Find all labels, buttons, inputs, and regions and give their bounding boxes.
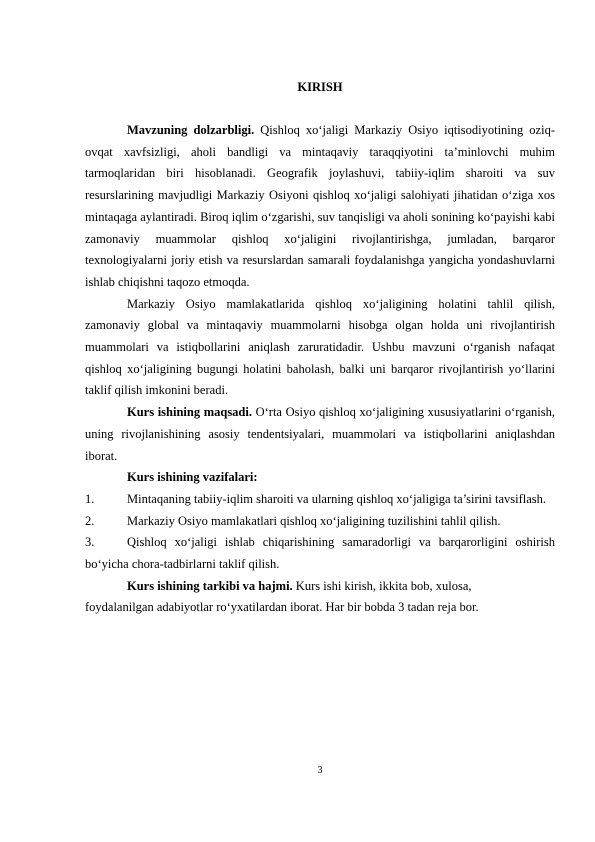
paragraph-structure-continued: [85, 597, 555, 619]
paragraph-goal-lead: Kurs ishining maqsadi.: [127, 405, 252, 420]
paragraph-structure-lead: Kurs ishining tarkibi va hajmi.: [127, 578, 293, 593]
section-title-text: KIRISH: [297, 80, 343, 94]
paragraph-structure-text-2: foydalanilgan adabiyotlar ro‘yxatilardan iborat. Har bir bobda 3 tadan reja bor.: [85, 600, 479, 615]
task-text-content: Mintaqaning tabiiy-iqlim sharoiti va ularning qishloq xo‘jaligiga ta’sirini tavsiflash.: [127, 491, 547, 506]
task-text: Markaziy Osiyo mamlakatlari qishloq xo‘jaligining tuzilishini tahlil qilish.: [127, 513, 501, 528]
paragraph-goal: [85, 402, 555, 467]
task-text: Qishloq xo‘jaligi ishlab chiqarishining samaradorligi va barqarorligini oshirish bo‘yicha chora-tadbirlarni taklif qilish.: [85, 535, 555, 572]
page-number: 3: [317, 765, 323, 776]
task-item-2: [85, 511, 555, 533]
paragraph-relevance: [85, 120, 555, 294]
tasks-heading: Kurs ishining vazifalari:: [127, 470, 258, 485]
paragraph-analysis-text: Markaziy Osiyo mamlakatlarida qishloq xo‘jaligining holatini tahlil qilish, zamonaviy global va mintaqaviy muammolarni hisobga olgan holda uni rivojlantirish muammolari va istiqbollarini aniqlash zaruratidadir. Ushbu mavzuni o‘rganish nafaqat qishloq xo‘jaligining bugungi holatini baholash, balki uni barqaror rivojlantirish yo‘llarini taklif qilish imkonini beradi.: [85, 296, 555, 398]
document-body: [85, 120, 555, 619]
paragraph-relevance-text: Qishloq xo‘jaligi Markaziy Osiyo iqtisodiyotining oziq-ovqat xavfsizligi, aholi bandligi va mintaqaviy taraqqiyotini ta’minlovchi muhim tarmoqlaridan biri hisoblanadi. Geografik joylashuvi, tabiiy-iqlim sharoiti va suv resurslarining mavjudligi Markaziy Osiyoni qishloq xo‘jaligi salohiyati jihatidan o‘ziga xos mintaqaga aylantiradi. Biroq iqlim o‘zgarishi, suv tanqisligi va aholi sonining ko‘payishi kabi zamonaviy muammolar qishloq xo‘jaligini rivojlantirishga, jumladan, barqaror texnologiyalarni joriy etish va resurslardan samarali foydalanishga yangicha yondashuvlarni ishlab chiqishni taqozo etmoqda.: [85, 123, 555, 289]
paragraph-structure-text-1: Kurs ishi kirish, ikkita bob, xulosa,: [292, 578, 472, 593]
paragraph-analysis: [85, 294, 555, 403]
task-item-3: [85, 532, 555, 575]
paragraph-structure: [85, 576, 555, 598]
paragraph-goal-text: O‘rta Osiyo qishloq xo‘jaligining xususiyatlarini o‘rganish, uning rivojlanishining asosiy tendentsiyalari, muammolari va istiqbollarini aniqlashdan iborat.: [85, 405, 555, 463]
task-number: 1.: [85, 491, 95, 506]
task-number: 2.: [85, 513, 95, 528]
task-number: 3.: [85, 535, 95, 550]
section-title: [85, 80, 555, 95]
paragraph-relevance-lead: Mavzuning dolzarbligi.: [127, 123, 255, 137]
task-text: [85, 489, 555, 511]
